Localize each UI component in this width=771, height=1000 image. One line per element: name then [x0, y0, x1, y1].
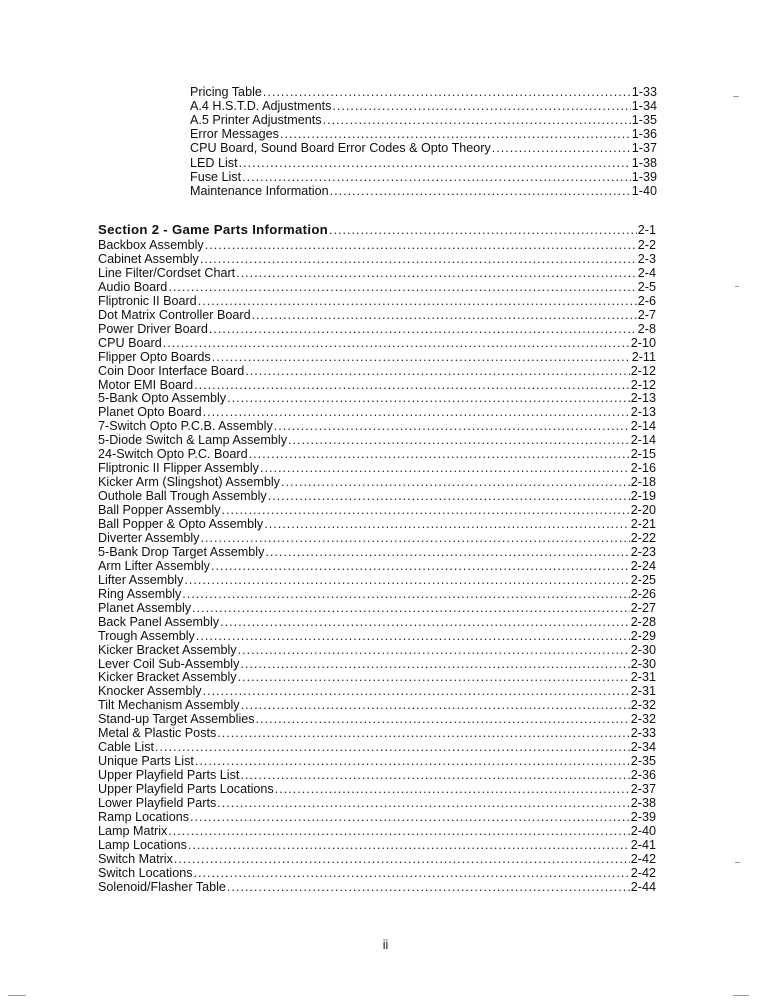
toc-entry: [98, 447, 656, 461]
toc-entry: [98, 308, 656, 322]
toc-entry-label: Diverter Assembly: [98, 530, 200, 545]
page-number: ii: [382, 938, 389, 952]
toc-entry: [98, 350, 656, 364]
toc-entry: [98, 322, 656, 336]
toc-entry-page: 2-15: [630, 447, 656, 462]
toc-entry-label: Pricing Table: [190, 85, 262, 99]
dot-leader: [203, 405, 630, 419]
toc-entry-label: Kicker Bracket Assembly: [98, 642, 237, 657]
dot-leader: [168, 280, 636, 294]
toc-entry-page: 2-31: [630, 684, 656, 699]
toc-entry-label: Audio Board: [98, 279, 168, 294]
dot-leader: [188, 838, 630, 852]
toc-entry-page: 2-30: [630, 656, 656, 671]
toc-entry-label: Power Driver Board: [98, 321, 208, 336]
toc-entry-label: 5-Bank Opto Assembly: [98, 391, 227, 406]
toc-entry-page: 2-26: [630, 586, 656, 601]
toc-entry: [98, 364, 656, 378]
toc-entry: [98, 461, 656, 475]
dot-leader: [227, 391, 630, 405]
toc-entry-label: A.5 Printer Adjustments: [190, 113, 322, 128]
toc-entry: [98, 796, 656, 810]
toc-entry: [98, 643, 656, 657]
toc-entry: [98, 517, 656, 531]
toc-entry-page: 2-44: [630, 879, 656, 894]
dot-leader: [249, 447, 630, 461]
dot-leader: [260, 461, 630, 475]
toc-entry-label: Switch Locations: [98, 865, 193, 880]
dot-leader: [217, 726, 629, 740]
toc-entry: [98, 559, 656, 573]
toc-entry-page: 2-19: [630, 489, 656, 504]
toc-entry: [98, 252, 656, 266]
toc-entry-page: 2-27: [630, 600, 656, 615]
toc-entry: [98, 294, 656, 308]
toc-entry: [98, 280, 656, 294]
toc-entry-label: Fliptronic II Board: [98, 293, 197, 308]
toc-entry-label: Lever Coil Sub-Assembly: [98, 656, 240, 671]
toc-entry-page: 2-12: [630, 377, 656, 392]
toc-entry-page: 2-6: [637, 293, 656, 308]
toc-entry-page: 2-37: [630, 782, 656, 797]
toc-entry: [190, 113, 657, 127]
toc-entry-page: 2-12: [630, 363, 656, 378]
toc-entry-label: 5-Bank Drop Target Assembly: [98, 544, 265, 559]
toc-entry: [98, 503, 656, 517]
toc-entry: [98, 629, 656, 643]
toc-entry-page: 2-21: [630, 517, 656, 531]
dot-leader: [200, 252, 637, 266]
toc-entry: [98, 670, 656, 684]
toc-entry-page: 1-35: [631, 113, 657, 128]
toc-entry: [98, 378, 656, 392]
toc-entry: [98, 740, 656, 754]
toc-entry-page: 2-31: [630, 670, 656, 685]
section-heading: [98, 223, 656, 237]
toc-entry-label: Tilt Mechanism Assembly: [98, 698, 240, 713]
toc-entry-page: 2-10: [630, 335, 656, 350]
toc-entry-page: 2-24: [630, 558, 656, 573]
toc-entry: [190, 184, 657, 198]
toc-entry-label: Outhole Ball Trough Assembly: [98, 489, 267, 504]
toc-entry-label: Lamp Matrix: [98, 823, 168, 838]
scan-mark: [735, 286, 739, 287]
toc-entry-label: Motor EMI Board: [98, 377, 194, 392]
toc-entry-label: Trough Assembly: [98, 628, 195, 643]
dot-leader: [217, 796, 629, 810]
toc-entry: [190, 85, 657, 99]
dot-leader: [220, 615, 630, 629]
toc-entry-label: Lower Playfield Parts: [98, 796, 217, 810]
dot-leader: [195, 754, 630, 768]
toc-entry-page: 2-2: [637, 238, 656, 252]
dot-leader: [238, 643, 630, 657]
toc-entry: [98, 531, 656, 545]
toc-entry-page: 2-25: [630, 572, 656, 587]
toc-entry-page: 2-36: [630, 768, 656, 783]
toc-entry-page: 2-29: [630, 628, 656, 643]
dot-leader: [280, 127, 631, 141]
toc-entry-page: 2-4: [637, 265, 656, 280]
dot-leader: [274, 419, 630, 433]
toc-entry-page: 2-40: [630, 823, 656, 838]
toc-entry-label: Coin Door Interface Board: [98, 363, 245, 378]
toc-entry-label: Upper Playfield Parts Locations: [98, 782, 274, 797]
dot-leader: [288, 433, 630, 447]
toc-entry: [98, 405, 656, 419]
toc-entry-label: Dot Matrix Controller Board: [98, 307, 251, 322]
toc-entry-page: 2-14: [630, 433, 656, 448]
toc-entry-page: 1-39: [631, 169, 657, 184]
dot-leader: [332, 99, 630, 113]
scan-mark: [733, 96, 739, 97]
toc-entry: [98, 754, 656, 768]
toc-entry-label: 5-Diode Switch & Lamp Assembly: [98, 433, 287, 448]
toc-entry-label: Kicker Arm (Slingshot) Assembly: [98, 475, 280, 490]
scan-mark: [735, 862, 740, 863]
toc-entry: [98, 391, 656, 405]
toc-entry-label: Solenoid/Flasher Table: [98, 879, 226, 894]
toc-entry: [98, 880, 656, 894]
toc-entry-label: Metal & Plastic Posts: [98, 726, 217, 741]
toc-entry: [98, 419, 656, 433]
dot-leader: [245, 364, 629, 378]
toc-entry-page: 1-38: [631, 155, 657, 170]
dot-leader: [212, 350, 631, 364]
toc-entry-label: Back Panel Assembly: [98, 614, 220, 629]
dot-leader: [205, 238, 637, 252]
toc-entry-label: A.4 H.S.T.D. Adjustments: [190, 99, 332, 114]
section-heading-page: 2-1: [637, 223, 656, 237]
toc-entry-page: 2-20: [630, 503, 656, 518]
toc-entry-page: 1-37: [631, 141, 657, 156]
toc-entry-label: Line Filter/Cordset Chart: [98, 265, 236, 280]
scan-mark: [8, 995, 26, 996]
toc-entry: [98, 838, 656, 852]
toc-entry: [190, 127, 657, 141]
toc-entry-page: 2-23: [630, 544, 656, 559]
toc-entry: [190, 141, 657, 155]
dot-leader: [323, 113, 631, 127]
toc-entry: [98, 573, 656, 587]
toc-entry-label: Switch Matrix: [98, 851, 173, 866]
toc-entry-label: Lifter Assembly: [98, 572, 184, 587]
toc-entry-label: Maintenance Information: [190, 183, 329, 198]
dot-leader: [211, 559, 630, 573]
dot-leader: [227, 880, 630, 894]
dot-leader: [329, 223, 637, 237]
toc-entry-page: 2-39: [630, 809, 656, 824]
toc-entry-page: 2-32: [630, 698, 656, 713]
toc-entry: [98, 336, 656, 350]
dot-leader: [330, 184, 631, 198]
toc-entry-page: 2-16: [630, 461, 656, 476]
toc-entry: [98, 824, 656, 838]
toc-entry-label: Planet Assembly: [98, 600, 192, 615]
toc-entry-page: 2-14: [630, 419, 656, 434]
toc-entry-label: Cable List: [98, 740, 155, 755]
toc-entry-label: Ramp Locations: [98, 809, 190, 824]
section-heading-label: Section 2 - Game Parts Information: [98, 222, 329, 237]
toc-entry-label: CPU Board: [98, 335, 162, 350]
dot-leader: [190, 810, 630, 824]
toc-entry-page: 1-34: [631, 99, 657, 114]
toc-entry: [98, 545, 656, 559]
toc-entry-page: 1-33: [631, 85, 657, 99]
dot-leader: [168, 824, 629, 838]
toc-entry-page: 2-33: [630, 726, 656, 741]
toc-entry: [98, 238, 656, 252]
toc-entry-page: 2-38: [630, 796, 656, 810]
dot-leader: [263, 85, 631, 99]
dot-leader: [239, 156, 631, 170]
dot-leader: [238, 670, 630, 684]
dot-leader: [194, 866, 630, 880]
toc-entry: [98, 712, 656, 726]
dot-leader: [163, 336, 630, 350]
toc-entry-label: Fuse List: [190, 169, 242, 184]
toc-entry: [98, 657, 656, 671]
dot-leader: [182, 587, 629, 601]
toc-entry-page: 2-3: [637, 251, 656, 266]
toc-entry: [190, 170, 657, 184]
dot-leader: [264, 517, 630, 531]
dot-leader: [241, 698, 630, 712]
toc-entry: [98, 601, 656, 615]
toc-entry-page: 2-42: [630, 865, 656, 880]
dot-leader: [240, 657, 629, 671]
toc-entry: [190, 99, 657, 113]
toc-entry-label: Knocker Assembly: [98, 684, 202, 699]
toc-entry-label: Flipper Opto Boards: [98, 349, 211, 364]
toc-entry-label: Error Messages: [190, 127, 279, 142]
toc-entry-page: 2-32: [630, 712, 656, 727]
toc-entry-page: 2-18: [630, 475, 656, 490]
scan-mark: [733, 995, 749, 996]
toc-entry-label: Ball Popper & Opto Assembly: [98, 517, 264, 531]
dot-leader: [242, 170, 631, 184]
dot-leader: [240, 768, 629, 782]
toc-entry: [98, 866, 656, 880]
toc-entry: [190, 156, 657, 170]
toc-entry-page: 1-36: [631, 127, 657, 142]
toc-entry-page: 2-13: [630, 391, 656, 406]
toc-entry: [98, 782, 656, 796]
dot-leader: [203, 684, 630, 698]
dot-leader: [252, 308, 637, 322]
dot-leader: [209, 322, 637, 336]
toc-entry-page: 2-22: [630, 530, 656, 545]
toc-entry-page: 2-5: [637, 279, 656, 294]
toc-entry-label: Stand-up Target Assemblies: [98, 712, 255, 727]
dot-leader: [492, 141, 631, 155]
toc-entry: [98, 852, 656, 866]
toc-entry-page: 1-40: [631, 183, 657, 198]
toc-entry-label: Backbox Assembly: [98, 238, 204, 252]
toc-entry-page: 2-13: [630, 405, 656, 420]
toc-entry: [98, 615, 656, 629]
dot-leader: [192, 601, 630, 615]
dot-leader: [184, 573, 629, 587]
dot-leader: [196, 629, 630, 643]
toc-entry-label: Lamp Locations: [98, 837, 187, 852]
toc-entry-label: Ring Assembly: [98, 586, 182, 601]
dot-leader: [200, 531, 629, 545]
toc-entry-page: 2-28: [630, 614, 656, 629]
toc-entry-page: 2-41: [630, 837, 656, 852]
toc-entry: [98, 810, 656, 824]
toc-entry-page: 2-30: [630, 642, 656, 657]
toc-entry: [98, 726, 656, 740]
dot-leader: [174, 852, 630, 866]
toc-entry-label: Unique Parts List: [98, 754, 194, 769]
dot-leader: [268, 489, 630, 503]
toc-entry-label: Kicker Bracket Assembly: [98, 670, 237, 685]
toc-entry: [98, 684, 656, 698]
toc-entry-page: 2-7: [637, 307, 656, 322]
toc-entry-label: Fliptronic II Flipper Assembly: [98, 461, 259, 476]
toc-entry-page: 2-35: [630, 754, 656, 769]
toc-entry: [98, 587, 656, 601]
dot-leader: [222, 503, 630, 517]
toc-entry-label: Arm Lifter Assembly: [98, 558, 210, 573]
dot-leader: [281, 475, 630, 489]
toc-entry-label: Planet Opto Board: [98, 405, 202, 420]
toc-entry-label: Ball Popper Assembly: [98, 503, 221, 518]
dot-leader: [275, 782, 630, 796]
toc-entry-label: Upper Playfield Parts List: [98, 768, 240, 783]
dot-leader: [236, 266, 637, 280]
toc-entry: [98, 475, 656, 489]
toc-entry: [98, 698, 656, 712]
toc-entry-page: 2-8: [637, 321, 656, 336]
toc-entry: [98, 266, 656, 280]
toc-entry: [98, 768, 656, 782]
toc-entry: [98, 433, 656, 447]
toc-entry-label: 24-Switch Opto P.C. Board: [98, 447, 248, 462]
toc-entry-label: LED List: [190, 155, 238, 170]
dot-leader: [194, 378, 630, 392]
toc-entry-page: 2-34: [630, 740, 656, 755]
toc-entry-label: CPU Board, Sound Board Error Codes & Opto Theory: [190, 141, 491, 156]
toc-entry-label: Cabinet Assembly: [98, 251, 199, 266]
toc-entry-page: 2-42: [630, 851, 656, 866]
dot-leader: [155, 740, 630, 754]
toc-entry-page: 2-11: [631, 349, 656, 364]
dot-leader: [256, 712, 630, 726]
toc-entry: [98, 489, 656, 503]
toc-entry-label: 7-Switch Opto P.C.B. Assembly: [98, 419, 273, 434]
dot-leader: [265, 545, 629, 559]
dot-leader: [198, 294, 637, 308]
